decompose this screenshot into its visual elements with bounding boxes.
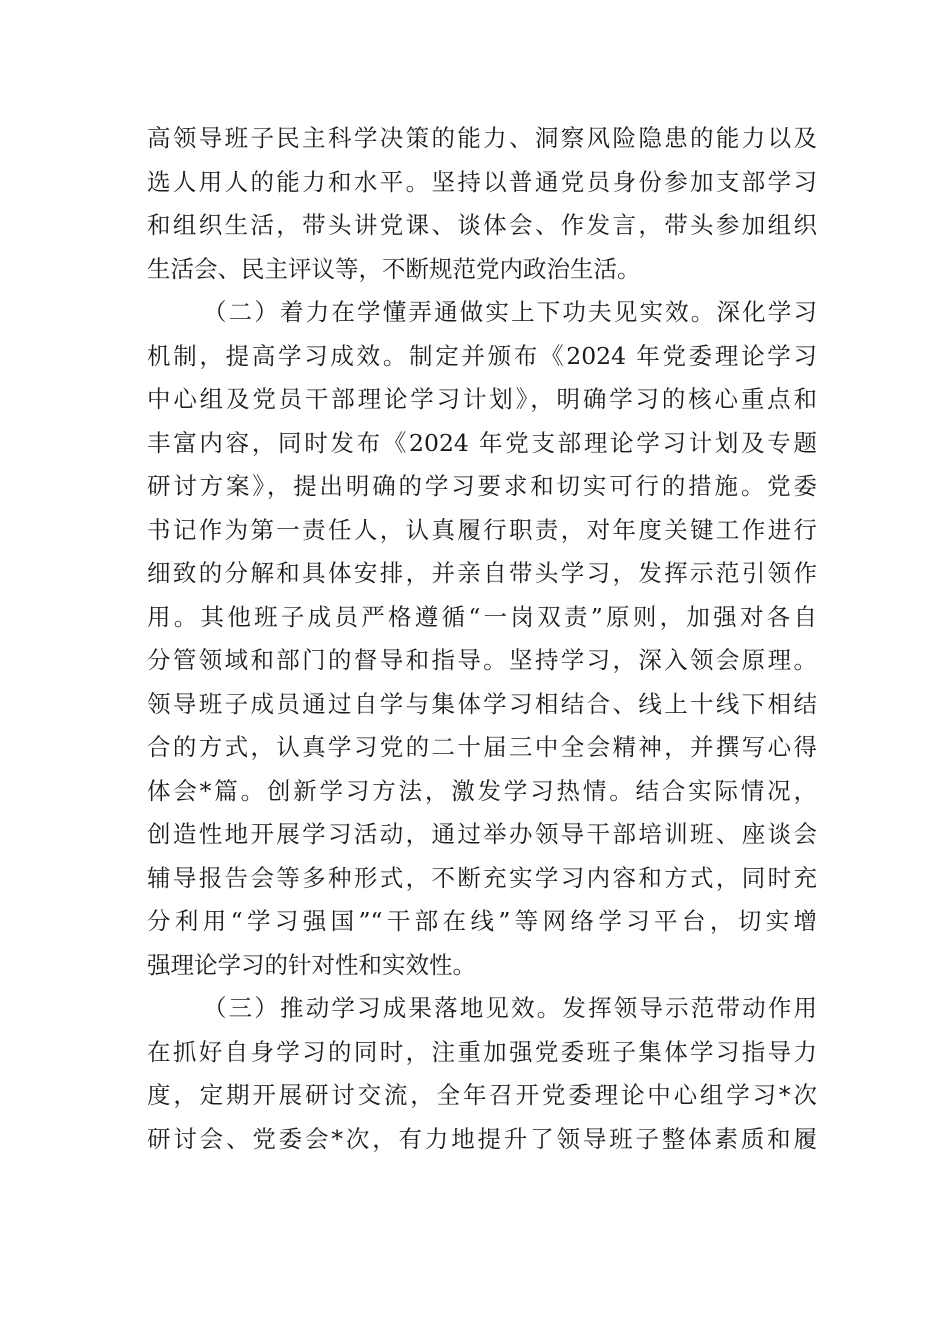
text-line: 分利用“学习强国”“干部在线”等网络学习平台，切实增 bbox=[147, 907, 817, 935]
text-line: 丰富内容，同时发布《2024 年党支部理论学习计划及专题 bbox=[147, 428, 817, 457]
text-line: 中心组及党员干部理论学习计划》，明确学习的核心重点和 bbox=[147, 385, 817, 413]
section-heading-line: （二）着力在学懂弄通做实上下功夫见实效。深化学习 bbox=[203, 298, 817, 326]
text-line: 强理论学习的针对性和实效性。 bbox=[147, 950, 476, 979]
text-line: 领导班子成员通过自学与集体学习相结合、线上十线下相结 bbox=[147, 689, 817, 718]
text-line: 研讨会、党委会*次，有力地提升了领导班子整体素质和履 bbox=[147, 1124, 817, 1153]
text-line: 细致的分解和具体安排，并亲自带头学习，发挥示范引领作 bbox=[147, 559, 817, 587]
paragraph-section-2 bbox=[147, 291, 817, 987]
text-line: 选人用人的能力和水平。坚持以普通党员身份参加支部学习 bbox=[147, 167, 817, 196]
text-line: 高领导班子民主科学决策的能力、洞察风险隐患的能力以及 bbox=[147, 124, 817, 152]
document-body bbox=[147, 117, 817, 1161]
text-line: 生活会、民主评议等，不断规范党内政治生活。 bbox=[147, 254, 641, 283]
paragraph-continuation bbox=[147, 117, 817, 291]
text-line: 合的方式，认真学习党的二十届三中全会精神，并撰写心得 bbox=[147, 733, 817, 761]
paragraph-section-3 bbox=[147, 987, 817, 1161]
text-line: 在抓好自身学习的同时，注重加强党委班子集体学习指导力 bbox=[147, 1037, 817, 1066]
text-line: 体会*篇。创新学习方法，激发学习热情。结合实际情况， bbox=[147, 776, 817, 805]
text-line: 和组织生活，带头讲党课、谈体会、作发言，带头参加组织 bbox=[147, 211, 817, 239]
section-heading-line: （三）推动学习成果落地见效。发挥领导示范带动作用 bbox=[203, 994, 817, 1022]
text-line: 度，定期开展研讨交流，全年召开党委理论中心组学习*次 bbox=[147, 1081, 817, 1109]
text-line: 用。其他班子成员严格遵循“一岗双责”原则，加强对各自 bbox=[147, 602, 817, 631]
text-line: 辅导报告会等多种形式，不断充实学习内容和方式，同时充 bbox=[147, 863, 817, 892]
text-line: 书记作为第一责任人，认真履行职责，对年度关键工作进行 bbox=[147, 515, 817, 544]
text-line: 分管领域和部门的督导和指导。坚持学习，深入领会原理。 bbox=[147, 646, 817, 674]
text-line: 机制，提高学习成效。制定并颁布《2024 年党委理论学习 bbox=[147, 341, 817, 370]
text-line: 创造性地开展学习活动，通过举办领导干部培训班、座谈会 bbox=[147, 820, 817, 848]
text-line: 研讨方案》，提出明确的学习要求和切实可行的措施。党委 bbox=[147, 472, 817, 500]
